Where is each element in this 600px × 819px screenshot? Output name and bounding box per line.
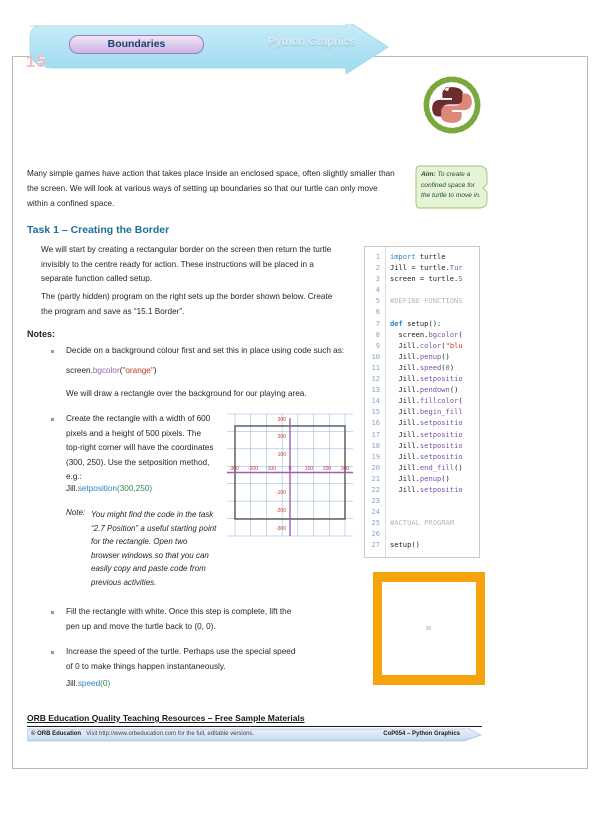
notes-heading: Notes: <box>27 329 56 339</box>
code-line-number: 6 <box>375 307 380 317</box>
grid-y-label: 100 <box>277 452 286 458</box>
code-line <box>365 295 479 306</box>
code-string: "orange" <box>122 366 154 375</box>
code-line-number: 14 <box>371 396 380 406</box>
footer-left-text <box>31 731 254 737</box>
code-line-number: 13 <box>371 385 380 395</box>
grid-x-label: -200 <box>247 466 259 472</box>
bullet-marker <box>51 418 54 421</box>
code-args: 0 <box>102 679 108 688</box>
turtle-output-preview <box>373 572 485 685</box>
code-line <box>365 462 479 473</box>
code-line-number: 10 <box>371 351 380 361</box>
code-args: 300,250 <box>119 484 150 493</box>
code-line-source: import turtle <box>390 252 446 261</box>
code-line <box>365 373 479 384</box>
code-paren-open: ( <box>100 679 103 688</box>
intro-paragraph: Many simple games have action that takes place inside an enclosed space, often slightly smaller than the screen. We will look at various ways of setting up boundaries so that our turtle can only move within a confined space. <box>27 169 395 208</box>
code-line-number: 21 <box>371 473 380 483</box>
code-line-number: 2 <box>375 263 380 273</box>
grid-x-tick-labels <box>229 466 349 472</box>
code-line-number: 1 <box>375 252 380 261</box>
code-line <box>365 539 479 550</box>
code-line <box>365 440 479 451</box>
note-bullet-2: Create the rectangle with a width of 600 pixels and a height of 500 pixels. The top-right corner will have the coordinates (300, 250). Use the setposition method, e.g.: <box>66 414 214 481</box>
code-line-source: Jill.penup() <box>390 473 450 483</box>
python-logo-icon <box>420 73 484 137</box>
code-line <box>365 395 479 406</box>
code-object: Jill. <box>66 484 78 493</box>
bullet-marker <box>51 611 54 614</box>
code-snippet-setposition <box>66 484 152 493</box>
code-line-source: Jill.setpositio <box>390 374 463 384</box>
code-method: setposition <box>77 484 117 493</box>
grid-x-label: 0 <box>288 466 292 472</box>
code-paren-open: ( <box>119 366 123 375</box>
grid-x-label: 100 <box>304 466 314 472</box>
code-line <box>365 495 479 506</box>
grid-x-label: 300 <box>340 466 350 472</box>
code-line-number: 8 <box>375 329 380 339</box>
code-line-number: 15 <box>371 407 380 417</box>
code-object: Jill. <box>66 679 78 688</box>
code-line-source: setup() <box>390 540 420 550</box>
code-line-source: Jill.setpositio <box>390 484 463 494</box>
grid-y-label: 200 <box>277 434 286 440</box>
code-paren-close: ) <box>149 484 153 493</box>
footer-bar <box>27 728 482 742</box>
code-line <box>365 306 479 317</box>
code-line <box>365 251 479 262</box>
code-line <box>365 384 479 395</box>
code-line-source: Jill.setpositio <box>390 451 463 461</box>
grid-x-label: -300 <box>228 466 240 472</box>
bullet-marker <box>51 350 54 353</box>
task-heading: Task 1 – Creating the Border <box>27 224 170 236</box>
code-line-source: #DEFINE FUNCTIONS <box>390 296 463 306</box>
code-line-number: 9 <box>375 340 380 350</box>
grid-x-label: -100 <box>265 466 277 472</box>
grid-y-tick-labels <box>276 417 286 532</box>
grid-y-label: -200 <box>275 508 286 514</box>
code-method: speed <box>77 679 101 688</box>
code-line-source: Jill.end_fill() <box>390 462 463 472</box>
code-listing-panel[interactable] <box>364 246 480 558</box>
code-method: bgcolor <box>92 366 120 375</box>
code-line-number: 7 <box>375 318 380 328</box>
bullet-marker <box>51 651 54 654</box>
code-line-source: Jill.speed(0) <box>390 362 455 372</box>
page-title: Boundaries <box>107 38 166 50</box>
code-line-source: screen.bgcolor( <box>390 329 463 339</box>
code-line-number: 27 <box>371 540 380 550</box>
turtle-cursor-icon <box>426 626 431 630</box>
code-line-number: 18 <box>371 440 380 450</box>
code-line-number: 17 <box>371 429 380 439</box>
code-paren-open: ( <box>116 484 120 493</box>
code-line-source: screen = turtle.S <box>390 274 463 284</box>
code-paren-close: ) <box>153 366 157 375</box>
lesson-number: 15 <box>26 52 47 71</box>
footer-title: ORB Education Quality Teaching Resources – Free Sample Materials <box>27 713 305 723</box>
code-line-number: 3 <box>375 274 380 284</box>
footer-copyright: © ORB Education <box>31 731 82 737</box>
code-line <box>365 273 479 284</box>
code-line-source: Jill.penup() <box>390 351 450 361</box>
aim-body: To create a confined space for the turtle to move in. <box>421 171 481 199</box>
code-line <box>365 517 479 528</box>
task-paragraph-1: We will start by creating a rectangular border on the screen then return the turtle invisibly to the centre ready for action. These instructions will be placed in a separate function called setup. <box>41 245 332 283</box>
note-bullet-3: Fill the rectangle with white. Once this step is complete, lift the pen up and move the turtle back to (0, 0). <box>66 607 292 631</box>
code-snippet-bgcolor <box>66 366 157 375</box>
code-line-source: Jill.begin_fill <box>390 407 463 417</box>
code-line-number: 4 <box>375 285 380 295</box>
code-line <box>365 429 479 440</box>
code-line-source: Jill.setpositio <box>390 418 463 428</box>
header-banner <box>16 24 391 76</box>
code-line <box>365 329 479 340</box>
code-line-source: Jill.fillcolor( <box>390 396 463 406</box>
code-lines <box>365 251 479 551</box>
code-paren-close: ) <box>107 679 111 688</box>
code-line-number: 19 <box>371 451 380 461</box>
code-line-number: 26 <box>371 529 380 539</box>
code-line-number: 5 <box>375 296 380 306</box>
code-line-source: Jill.color("blu <box>390 340 463 350</box>
code-line <box>365 506 479 517</box>
code-line <box>365 262 479 273</box>
code-line <box>365 484 479 495</box>
code-line-number: 24 <box>371 507 380 517</box>
task-paragraph-2: The (partly hidden) program on the right sets up the border shown below. Create the program and save as “15.1 Border”. <box>41 292 333 316</box>
note-bullet-1: Decide on a background colour first and set this in place using code such as: <box>66 346 345 355</box>
footer-visit-text: Visit http://www.orbeducation.com for the full, editable versions. <box>86 731 255 737</box>
code-line-number: 25 <box>371 518 380 528</box>
code-line-number: 23 <box>371 496 380 506</box>
code-line <box>365 451 479 462</box>
aim-callout <box>415 164 489 210</box>
code-snippet-speed <box>66 679 110 688</box>
code-line-source: def setup(): <box>390 318 442 328</box>
code-object: screen. <box>66 366 93 375</box>
grid-x-label: 200 <box>322 466 332 472</box>
code-line-source: Jill = turtle.Tur <box>390 263 463 273</box>
footer-divider <box>27 726 482 727</box>
aim-text <box>421 170 483 202</box>
lesson-title-pill <box>69 35 204 54</box>
note-label: Note: <box>66 508 86 517</box>
note-body: You might find the code in the task “2.7 Position” a useful starting point for the rectangle. Open two browser windows so that you can easily copy and paste code from previous activities. <box>91 510 217 587</box>
code-line <box>365 362 479 373</box>
code-line-source: Jill.setpositio <box>390 440 463 450</box>
code-line <box>365 318 479 329</box>
grid-y-label: 300 <box>277 417 286 423</box>
note-bullet-1-followup: We will draw a rectangle over the background for our playing area. <box>66 389 307 398</box>
code-line <box>365 528 479 539</box>
coordinate-grid-diagram <box>225 408 355 538</box>
code-line-source: Jill.pendown() <box>390 385 459 395</box>
code-line <box>365 284 479 295</box>
code-line <box>365 417 479 428</box>
output-canvas <box>382 582 476 675</box>
code-line-number: 22 <box>371 484 380 494</box>
header-subject: Python Graphics <box>267 36 357 48</box>
note-bullet-4: Increase the speed of the turtle. Perhaps use the special speed of 0 to make things happen instantaneously. <box>66 647 296 671</box>
code-line <box>365 473 479 484</box>
code-line-source: #ACTUAL PROGRAM <box>390 518 455 528</box>
grid-y-label: -300 <box>275 526 286 532</box>
code-line-number: 12 <box>371 374 380 384</box>
aim-label: Aim: <box>421 171 436 178</box>
code-line-source: Jill.setpositio <box>390 429 463 439</box>
code-line-number: 16 <box>371 418 380 428</box>
code-line <box>365 351 479 362</box>
footer-resource-code: CoP054 – Python Graphics <box>383 731 460 737</box>
code-line-number: 11 <box>371 362 380 372</box>
code-line-number: 20 <box>371 462 380 472</box>
code-line <box>365 340 479 351</box>
code-line <box>365 406 479 417</box>
grid-y-label: -100 <box>275 490 286 496</box>
